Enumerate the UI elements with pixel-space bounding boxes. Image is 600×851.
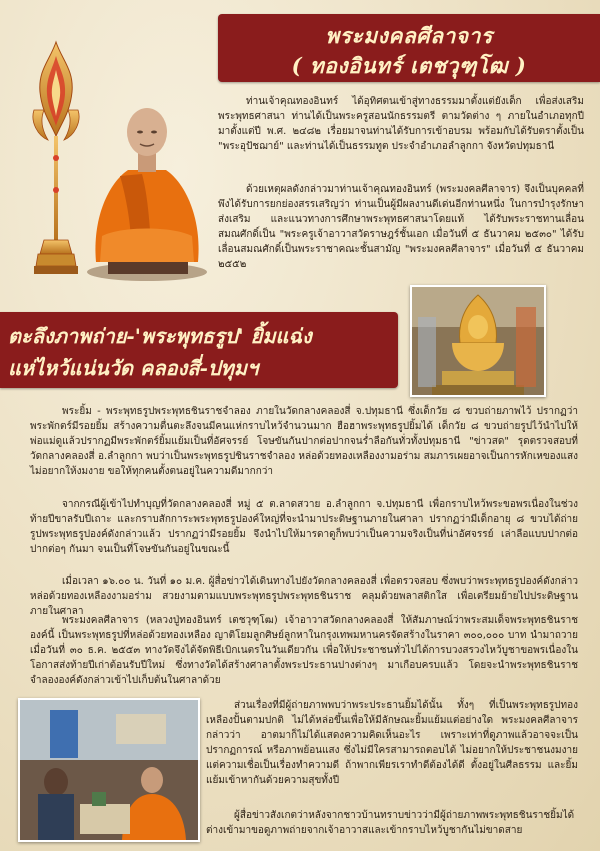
buddha-statue-photo: [410, 285, 546, 397]
header-title-banner: [218, 14, 600, 82]
article-paragraph-1: พระยิ้ม - พระพุทธรูปพระพุทธชินราชจำลอง ภายในวัดกลางคลองสี่ จ.ปทุมธานี ซึ่งเด็กวัย ๘ ขวบถ่ายภาพไว้ ปรากฏว่าพระพักตร์มีรอยยิ้ม สร้างความตื่นตะลึงจนมีคนแห่กราบไหว้จำนวนมาก ฮือฮาพระพุทธรูปยิ้มได้ เด็กวัย ๘ ขวบถ่ายรูปไว้นำไปให้พ่อแม่ดูแล้วปรากฏมีพระพักตร์ยิ้มแย้มเป็นที่อัศจรรย์ โจษขันกันปากต่อปากจนร่ำลือกันทั่วทั้งปทุมธานี "ข่าวสด" รุดตรวจสอบที่วัดกลางคลองสี่ อ.ลำลูกกา พบว่าเป็นพระพุทธรูปชินราชจำลอง หล่อด้วยทองเหลืองงามอร่าม สมภารเผยอาจเป็นการหักเหของแสง ไม่อยากให้งมงาย ขอให้ทุกคนตั้งตนอยู่ในความดีมากกว่า: [30, 406, 578, 477]
section-headline-line-1: ตะลึงภาพถ่าย-'พระพุทธรูป' ยิ้มแฉ่ง: [8, 324, 312, 348]
interview-photo: [18, 698, 200, 842]
article-paragraph-4: พระมงคลศีลาจาร (หลวงปู่ทองอินทร์ เตชวุฑฺโฒ) เจ้าอาวาสวัดกลางคลองสี่ ให้สัมภาษณ์ว่าพระสมเด็จพระพุทธชินราชองค์นี้ เป็นพระพุทธรูปที่หล่อด้วยทองเหลือง ญาติโยมลูกศิษย์ลูกหาในกรุงเทพมหานครจัดสร้างในราคา ๓๐๐,๐๐๐ บาท นำมาถวายเมื่อวันที่ ๓๐ ธ.ค. ๒๕๕๓ ทางวัดจึงได้จัดพิธีเบิกเนตรในวันเดียวกัน เพื่อให้ประชาชนทั่วไปได้การบวงสรวงไหว้บูชาขอพรเนื่องในโอกาสส่งท้ายปีเก่าต้อนรับปีใหม่ ซึ่งทางวัดได้สร้างศาลาตั้งพระประธานปางต่างๆ มาเกือบครบแล้ว โดยจะนำพระพุทธชินราชจำลององค์ดังกล่าวเข้าไปเก็บต้นในศาลาด้วย: [30, 615, 578, 686]
thai-flame-ornament-icon: [28, 40, 84, 280]
header-title-line-2: ( ทองอินทร์ เตชวุฑฺโฒ ): [291, 53, 527, 78]
article-paragraph-3: เมื่อเวลา ๑๖.๐๐ น. วันที่ ๑๐ ม.ค. ผู้สื่อข่าวได้เดินทางไปยังวัดกลางคลองสี่ เพื่อตรวจสอบ ซึ่งพบว่าพระพุทธรูปองค์ดังกล่าวหล่อด้วยทองเหลืองงามอร่าม สวยงามตามแบบพระพุทธรูปพระพุทธชินราช คลุมด้วยพลาสติกใส เพื่อเตรียมย้ายไปประดิษฐานภายในศาลา: [30, 576, 578, 617]
section-headline-line-2: แห่ไหว้แน่นวัด คลองสี่-ปทุมฯ: [8, 356, 259, 380]
article-paragraph-6: ผู้สื่อข่าวสังเกตว่าหลังจากชาวบ้านทราบข่าวว่ามีผู้ถ่ายภาพพระพุทธชินราชยิ้มได้ ต่างเข้ามาขอดูภาพถ่ายจากเจ้าอาวาสและเข้ากราบไหว้บูชากันไม่ขาดสาย: [206, 810, 575, 836]
header-title-line-1: พระมงคลศีลาจาร: [325, 23, 493, 48]
article-paragraph-2: จากกรณีผู้เข้าไปทำบุญที่วัดกลางคลองสี่ หมู่ ๕ ต.ลาดสวาย อ.ลำลูกกา จ.ปทุมธานี เพื่อกราบไหว้พระขอพรเนื่องในช่วงท้ายปีขาลรับปีเถาะ และกราบสักการะพระพุทธรูปองค์ใหญ่ที่จะนำมาประดิษฐานภายในศาลา ปรากฏว่ามีเด็กอายุ ๘ ขวบได้ถ่ายรูปพระพุทธรูปองค์ดังกล่าวแล้ว ปรากฏว่ามีรอยยิ้ม จึงนำไปให้มารดาดูก็พบว่าเป็นความจริงเป็นที่น่าอัศจรรย์ เล่าลือแบบปากต่อปากต่อๆ กันมา จนเป็นที่โจษขันกันอยู่ในขณะนี้: [30, 499, 578, 555]
intro-paragraph-1: ท่านเจ้าคุณทองอินทร์ ได้อุทิศตนเข้าสู่ทางธรรมมาตั้งแต่ยังเด็ก เพื่อส่งเสริมพระพุทธศาสนา ท่านได้เป็นพระครูสอนนักธรรมตรี ตามวัดต่าง ๆ ภายในอำเภอทุกปี มาตั้งแต่ปี พ.ศ. ๒๔๘๒ เรื่อยมาจนท่านได้รับการเข้าอบรม พร้อมกับได้รับตราตั้งเป็น "พระอุปัชฌาย์" และท่านได้เป็นธรรมทูต ประจำอำเภอลำลูกกา จังหวัดปทุมธานี: [218, 96, 584, 152]
article-paragraph-5: ส่วนเรื่องที่มีผู้ถ่ายภาพพบว่าพระประธานยิ้มได้นั้น ทั้งๆ ที่เป็นพระพุทธรูปทองเหลืองปั้นตามปกติ ไม่ได้หล่อขึ้นเพื่อให้มีลักษณะยิ้มแย้มแต่อย่างใด พระมงคลศีลาจาร กล่าวว่า อาตมาก็ไม่ได้แสดงความคิดเห็นอะไร เพราะเท่าที่ดูภาพแล้วอาจจะเป็นปรากฏการณ์ หรือภาพย้อนแสง ซึ่งไม่มีใครสามารถตอบได้ ไม่อยากให้ประชาชนงมงาย แต่ความเชื่อเป็นเรื่องทำความดี ถ้าพากเพียรเราทำดีต้องได้ดี ตั้งอยู่ในศีลธรรม และยิ้มแย้มเข้าหากันด้วยความสุขทั้งปี: [206, 700, 578, 786]
intro-paragraph-2: ด้วยเหตุผลดังกล่าวมาท่านเจ้าคุณทองอินทร์ (พระมงคลศีลาจาร) จึงเป็นบุคคลที่พึงได้รับการยกย่องสรรเสริญว่า ท่านเป็นผู้มีผลงานดีเด่นอีกท่านหนึ่ง ในการบำรุงรักษา ส่งเสริม และแนวทางการศึกษาพระพุทธศาสนาโดยแท้ ได้รับพระราชทานเลื่อนสมณศักดิ์เป็น "พระครูเจ้าอาวาสวัดราษฎร์ชั้นเอก เมื่อวันที่ ๕ ธันวาคม ๒๕๓๐" ได้รับเลื่อนสมณศักดิ์เป็นพระราชาคณะชั้นสามัญ "พระมงคลศีลาจาร" เมื่อวันที่ ๕ ธันวาคม ๒๕๕๒: [218, 184, 584, 270]
monk-portrait-photo: [82, 86, 212, 282]
section-headline-banner: [0, 312, 398, 388]
